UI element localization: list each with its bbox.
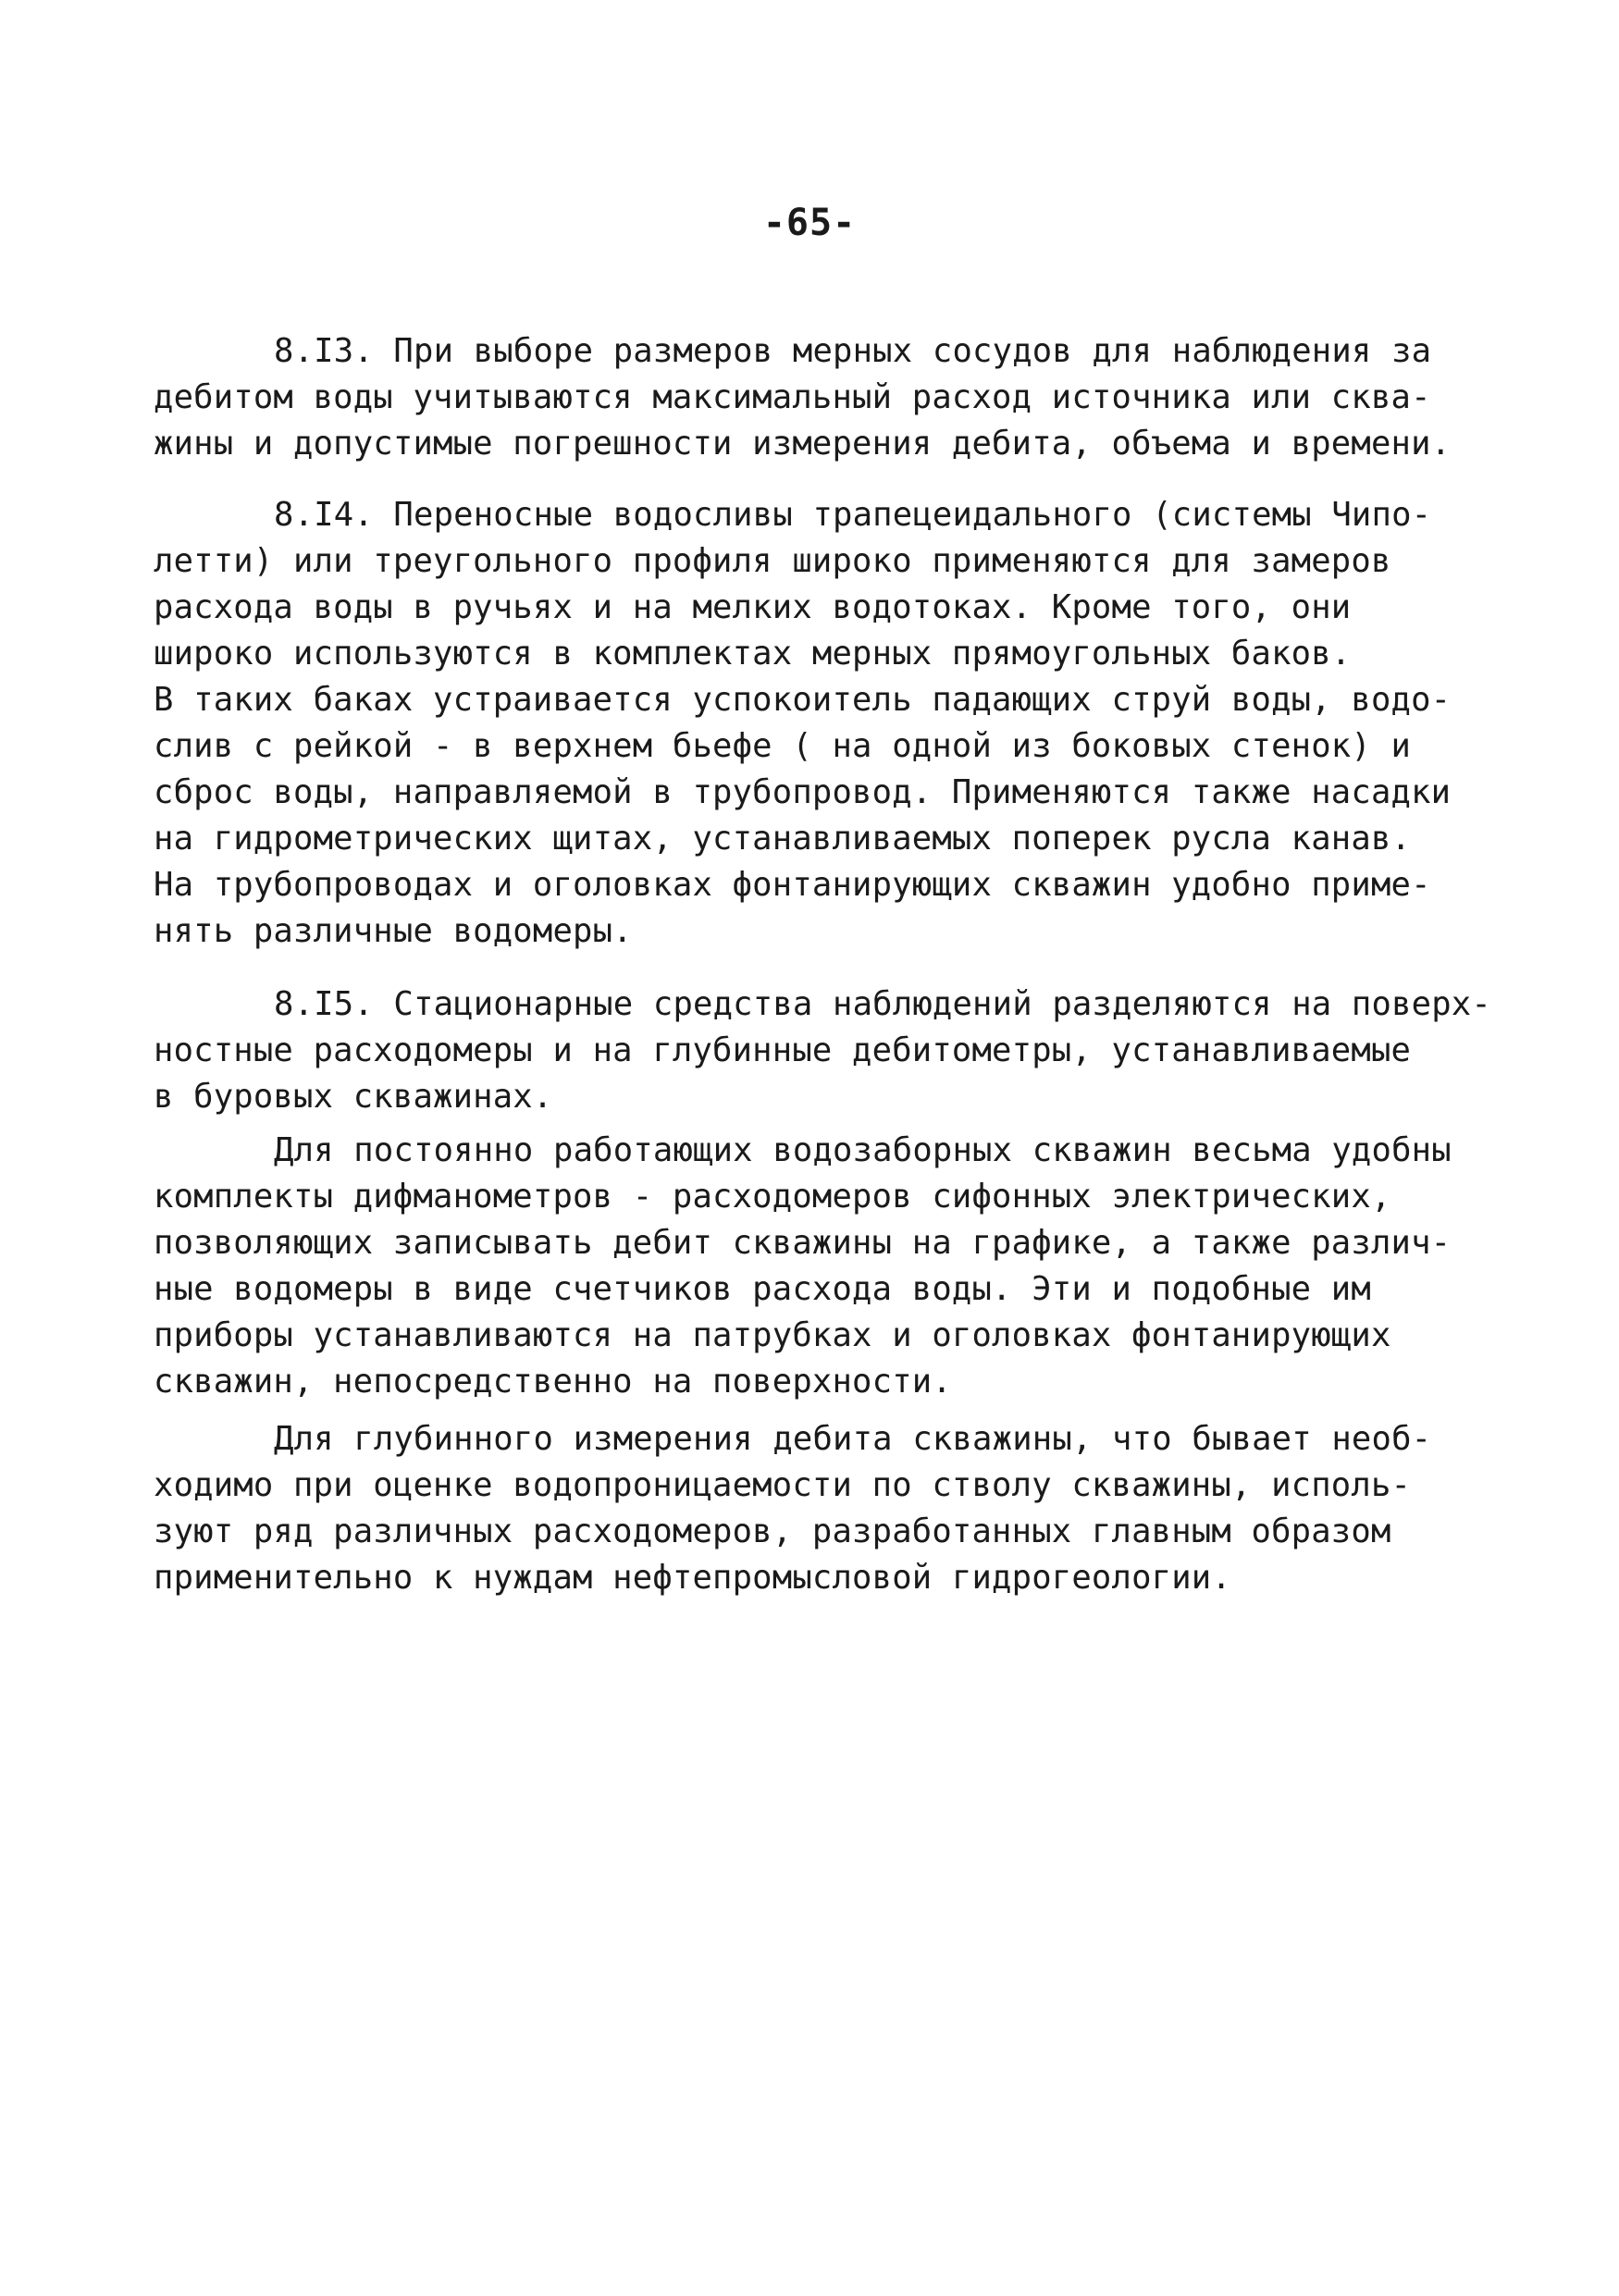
text-line: Для постоянно работающих водозаборных скважин весьма удобны <box>274 1131 1452 1169</box>
text-line: позволяющих записывать дебит скважины на графике, а также различ- <box>154 1224 1452 1262</box>
text-line: ходимо при оценке водопроницаемости по стволу скважины, исполь- <box>154 1466 1412 1504</box>
text-line: В таких баках устраивается успокоитель падающих струй воды, водо- <box>154 681 1452 719</box>
text-line: расхода воды в ручьях и на мелких водотоках. Кроме того, они <box>154 588 1352 626</box>
text-line: ные водомеры в виде счетчиков расхода воды. Эти и подобные им <box>154 1270 1371 1308</box>
page-number: -65- <box>762 202 857 244</box>
text-line: в буровых скважинах. <box>154 1078 553 1116</box>
text-line: применительно к нуждам нефтепромысловой гидрогеологии. <box>154 1559 1231 1597</box>
text-line: зуют ряд различных расходомеров, разработанных главным образом <box>154 1512 1391 1550</box>
text-line: скважин, непосредственно на поверхности. <box>154 1363 952 1401</box>
text-line: жины и допустимые погрешности измерения дебита, объема и времени. <box>154 425 1452 463</box>
text-line: ностные расходомеры и на глубинные дебитометры, устанавливаемые <box>154 1031 1412 1069</box>
text-line: дебитом воды учитываются максимальный расход источника или сква- <box>154 378 1431 416</box>
text-line: слив с рейкой - в верхнем бьефе ( на одной из боковых стенок) и <box>154 727 1412 765</box>
text-line: Для глубинного измерения дебита скважины, что бывает необ- <box>274 1420 1432 1458</box>
text-line: на гидрометрических щитах, устанавливаемых поперек русла канав. <box>154 820 1412 858</box>
text-line: приборы устанавливаются на патрубках и оголовках фонтанирующих <box>154 1316 1391 1354</box>
text-line: сброс воды, направляемой в трубопровод. Применяются также насадки <box>154 773 1452 811</box>
text-line: 8.I3. При выборе размеров мерных сосудов для наблюдения за <box>274 332 1432 370</box>
text-line: летти) или треугольного профиля широко применяются для замеров <box>154 542 1391 580</box>
text-line: широко используются в комплектах мерных прямоугольных баков. <box>154 635 1352 673</box>
text-line: нять различные водомеры. <box>154 912 633 950</box>
text-line: 8.I5. Стационарные средства наблюдений разделяются на поверх- <box>274 985 1491 1023</box>
text-line: комплекты дифманометров - расходомеров сифонных электрических, <box>154 1178 1391 1216</box>
text-line: 8.I4. Переносные водосливы трапецеидального (системы Чипо- <box>274 496 1432 534</box>
text-line: На трубопроводах и оголовках фонтанирующих скважин удобно приме- <box>154 866 1431 904</box>
